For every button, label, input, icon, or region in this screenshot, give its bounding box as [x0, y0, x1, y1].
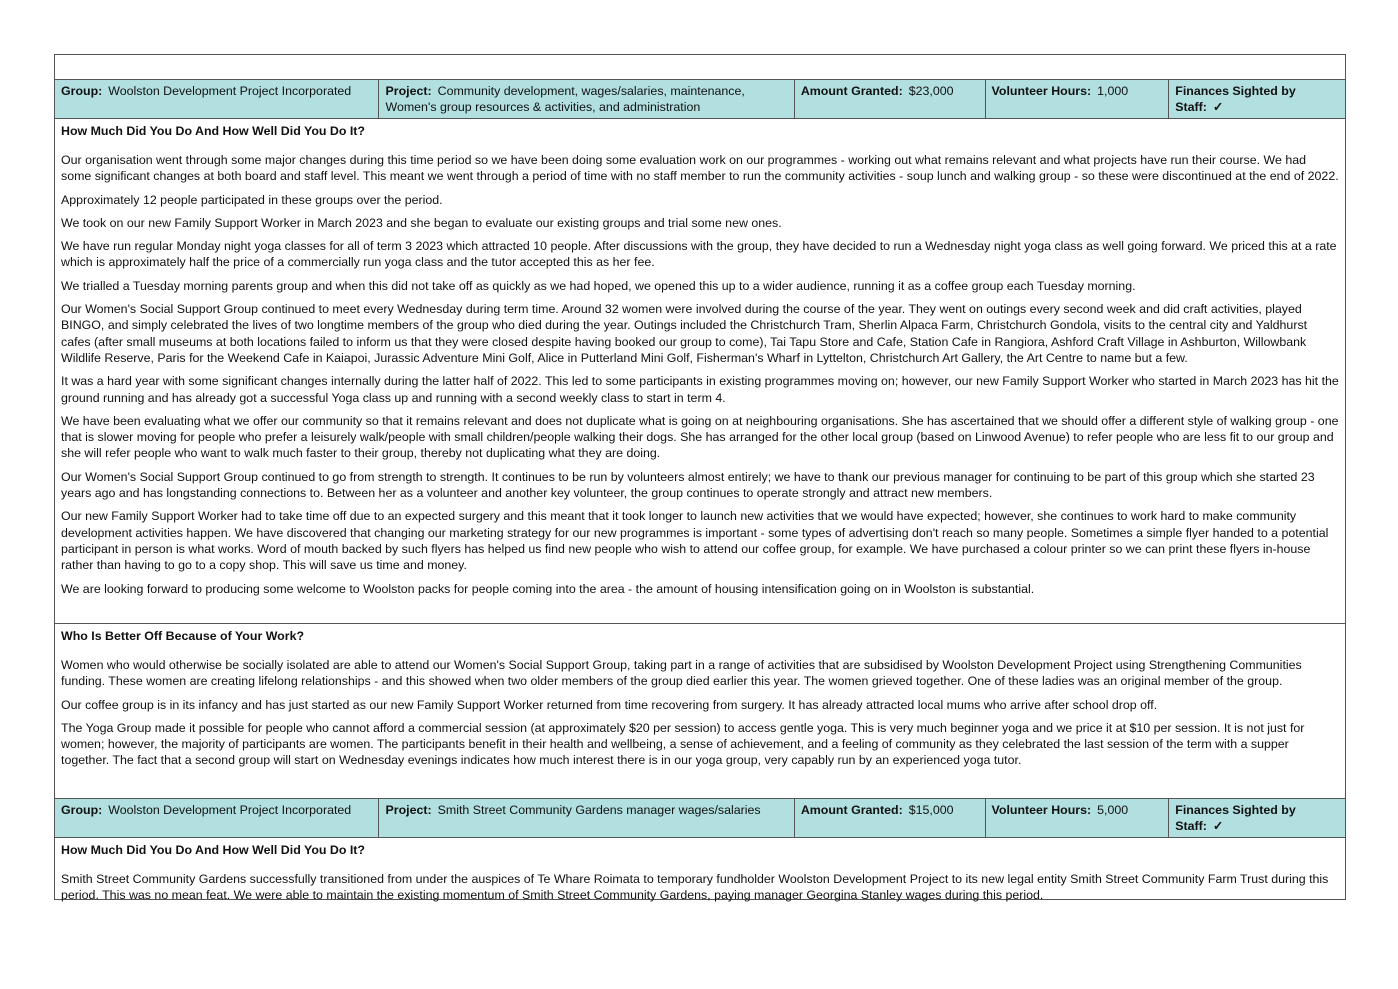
amount-value: $23,000	[908, 84, 954, 98]
paragraph: We trialled a Tuesday morning parents group and when this did not take off as quickly as we had hoped, we opened this up to a wider audience, running it as a coffee group each Tuesday morning.	[61, 278, 1136, 293]
project-label: Project:	[385, 84, 432, 98]
project-cell	[379, 799, 794, 837]
section-heading: How Much Did You Do And How Well Did You Do It?	[61, 843, 366, 857]
hours-cell	[986, 799, 1170, 837]
paragraph: Our coffee group is in its infancy and has just started as our new Family Support Worker returned from time recovering from surgery. It has already attracted local mums who arrive after school drop off.	[61, 697, 1158, 712]
paragraph: We have been evaluating what we offer our community so that it remains relevant and does not duplicate what is going on at neighbouring organisations. She has ascertained that we should offer a different style of walking group - one that is slower moving for people who prefer a leisurely walk/people with small children/people walking their dogs. She has arranged for the other local group (based on Linwood Avenue) to refer people who are less fit to our group and she will refer people who want to walk much faster to their group, thereby not duplicating what they are doing.	[61, 413, 1339, 461]
section-who-better-off	[55, 624, 1345, 799]
amount-value: $15,000	[908, 803, 954, 817]
finances-label: Finances Sighted by Staff:	[1175, 803, 1296, 833]
section-heading: Who Is Better Off Because of Your Work?	[61, 629, 305, 643]
finances-cell	[1169, 80, 1345, 118]
entry-header	[55, 799, 1345, 838]
paragraph: Smith Street Community Gardens successfully transitioned from under the auspices of Te Whare Roimata to temporary fundholder Woolston Development Project to its new legal entity Smith Street Community Farm Trust during this period. This was no mean feat. We were able to maintain the existing momentum of Smith Street Community Gardens, paying manager Georgina Stanley wages during this period.	[61, 872, 1329, 903]
amount-label: Amount Granted:	[800, 84, 903, 98]
group-label: Group:	[61, 803, 103, 817]
paragraph: We are looking forward to producing some welcome to Woolston packs for people coming into the area - the amount of housing intensification going on in Woolston is substantial.	[61, 581, 1035, 596]
paragraph: It was a hard year with some significant changes internally during the latter half of 2022. This led to some participants in existing programmes moving on; however, our new Family Support Worker who started in March 2023 has hit the ground running and has already got a successful Yoga class up and running with a second weekly class to start in term 4.	[61, 374, 1339, 405]
finances-cell	[1169, 799, 1345, 837]
project-cell	[379, 80, 794, 118]
group-label: Group:	[61, 84, 103, 98]
group-cell	[55, 799, 379, 837]
group-cell	[55, 80, 379, 118]
section-how-much	[55, 838, 1345, 904]
amount-cell	[795, 80, 986, 118]
entry-header	[55, 80, 1345, 119]
hours-cell	[986, 80, 1170, 118]
section-heading: How Much Did You Do And How Well Did You Do It?	[61, 124, 366, 138]
checkmark-icon: ✓	[1212, 819, 1224, 833]
group-value: Woolston Development Project Incorporated	[108, 84, 352, 98]
hours-value: 1,000	[1097, 84, 1129, 98]
paragraph: We have run regular Monday night yoga classes for all of term 3 2023 which attracted 10 people. After discussions with the group, they have decided to run a Wednesday night yoga class as well going forward. We priced this at a rate which is approximately half the price of a commercially run yoga class and the tutor accepted this as her fee.	[61, 239, 1337, 270]
amount-label: Amount Granted:	[800, 803, 903, 817]
group-value: Woolston Development Project Incorporated	[108, 803, 352, 817]
project-value: Community development, wages/salaries, maintenance, Women's group resources & activities, and administration	[385, 84, 745, 114]
paragraph: Our organisation went through some major changes during this time period so we have been doing some evaluation work on our programmes - working out what remains relevant and what projects have run their course. We had some significant changes at both board and staff level. This meant we went through a period of time with no staff member to run the community activities - soup lunch and walking group - so these were discontinued at the end of 2022.	[61, 153, 1339, 184]
hours-value: 5,000	[1097, 803, 1129, 817]
table-top-spacer	[55, 55, 1345, 80]
hours-label: Volunteer Hours:	[991, 803, 1092, 817]
project-label: Project:	[385, 803, 432, 817]
amount-cell	[795, 799, 986, 837]
paragraph: We took on our new Family Support Worker in March 2023 and she began to evaluate our existing groups and trial some new ones.	[61, 215, 782, 230]
section-how-much	[55, 119, 1345, 624]
paragraph: Women who would otherwise be socially isolated are able to attend our Women's Social Support Group, taking part in a range of activities that are subsidised by Woolston Development Project using Strengthening Communities funding. These women are creating lifelong relationships - and this showed when two older members of the group died earlier this year. The women grieved together. One of these ladies was an original member of the group.	[61, 658, 1302, 689]
paragraph: Approximately 12 people participated in these groups over the period.	[61, 192, 443, 207]
hours-label: Volunteer Hours:	[991, 84, 1092, 98]
project-value: Smith Street Community Gardens manager wages/salaries	[437, 803, 761, 817]
checkmark-icon: ✓	[1212, 100, 1224, 114]
paragraph: Our new Family Support Worker had to take time off due to an expected surgery and this meant that it took longer to launch new activities that we would have expected; however, she continues to work hard to make community development activities happen. We have discovered that changing our marketing strategy for our new programmes is important - some types of advertising don't reach so many people. Sometimes a simple flyer handed to a potential participant in person is what works. Word of mouth backed by such flyers has helped us find new people who wish to attend our coffee group, for example. We have purchased a colour printer so we can print these flyers in-house rather than having to go to a copy shop. This will save us time and money.	[61, 509, 1329, 573]
paragraph: The Yoga Group made it possible for people who cannot afford a commercial session (at approximately $20 per session) to access gentle yoga. This is very much beginner yoga and we price it at $10 per session. It is not just for women; however, the majority of participants are women. The participants benefit in their health and wellbeing, a sense of achievement, and a feeling of community as they celebrated the last session of the term with a supper together. The fact that a second group will start on Wednesday evenings indicates how much interest there is in our yoga group, very capably run by an experienced yoga tutor.	[61, 720, 1305, 768]
report-table	[54, 54, 1346, 903]
paragraph: Our Women's Social Support Group continued to meet every Wednesday during term time. Around 32 women were involved during the course of the year. They went on outings every second week and did craft activities, played BINGO, and simply celebrated the lives of two longtime members of the group who died during the year. Outings included the Christchurch Tram, Sherlin Alpaca Farm, Christchurch Gondola, visits to the central city and Yaldhurst cafes (after small museums at both locations failed to inform us that they were closed despite having booked our group to come), Tai Tapu Store and Cafe, Station Cafe in Rangiora, Ashford Craft Village in Ashburton, Willowbank Wildlife Reserve, Paris for the Weekend Cafe in Kaiapoi, Jurassic Adventure Mini Golf, Alice in Putterland Mini Golf, Fisherman's Wharf in Lyttelton, Christchurch Art Gallery, the Art Centre to name but a few.	[61, 302, 1308, 365]
finances-label: Finances Sighted by Staff:	[1175, 84, 1296, 114]
paragraph: Our Women's Social Support Group continued to go from strength to strength. It continues to be run by volunteers almost entirely; we have to thank our previous manager for continuing to be part of this group which she started 23 years ago and has longstanding connections to. Between her as a volunteer and another key volunteer, the group continues to operate strongly and attract new members.	[61, 469, 1315, 501]
